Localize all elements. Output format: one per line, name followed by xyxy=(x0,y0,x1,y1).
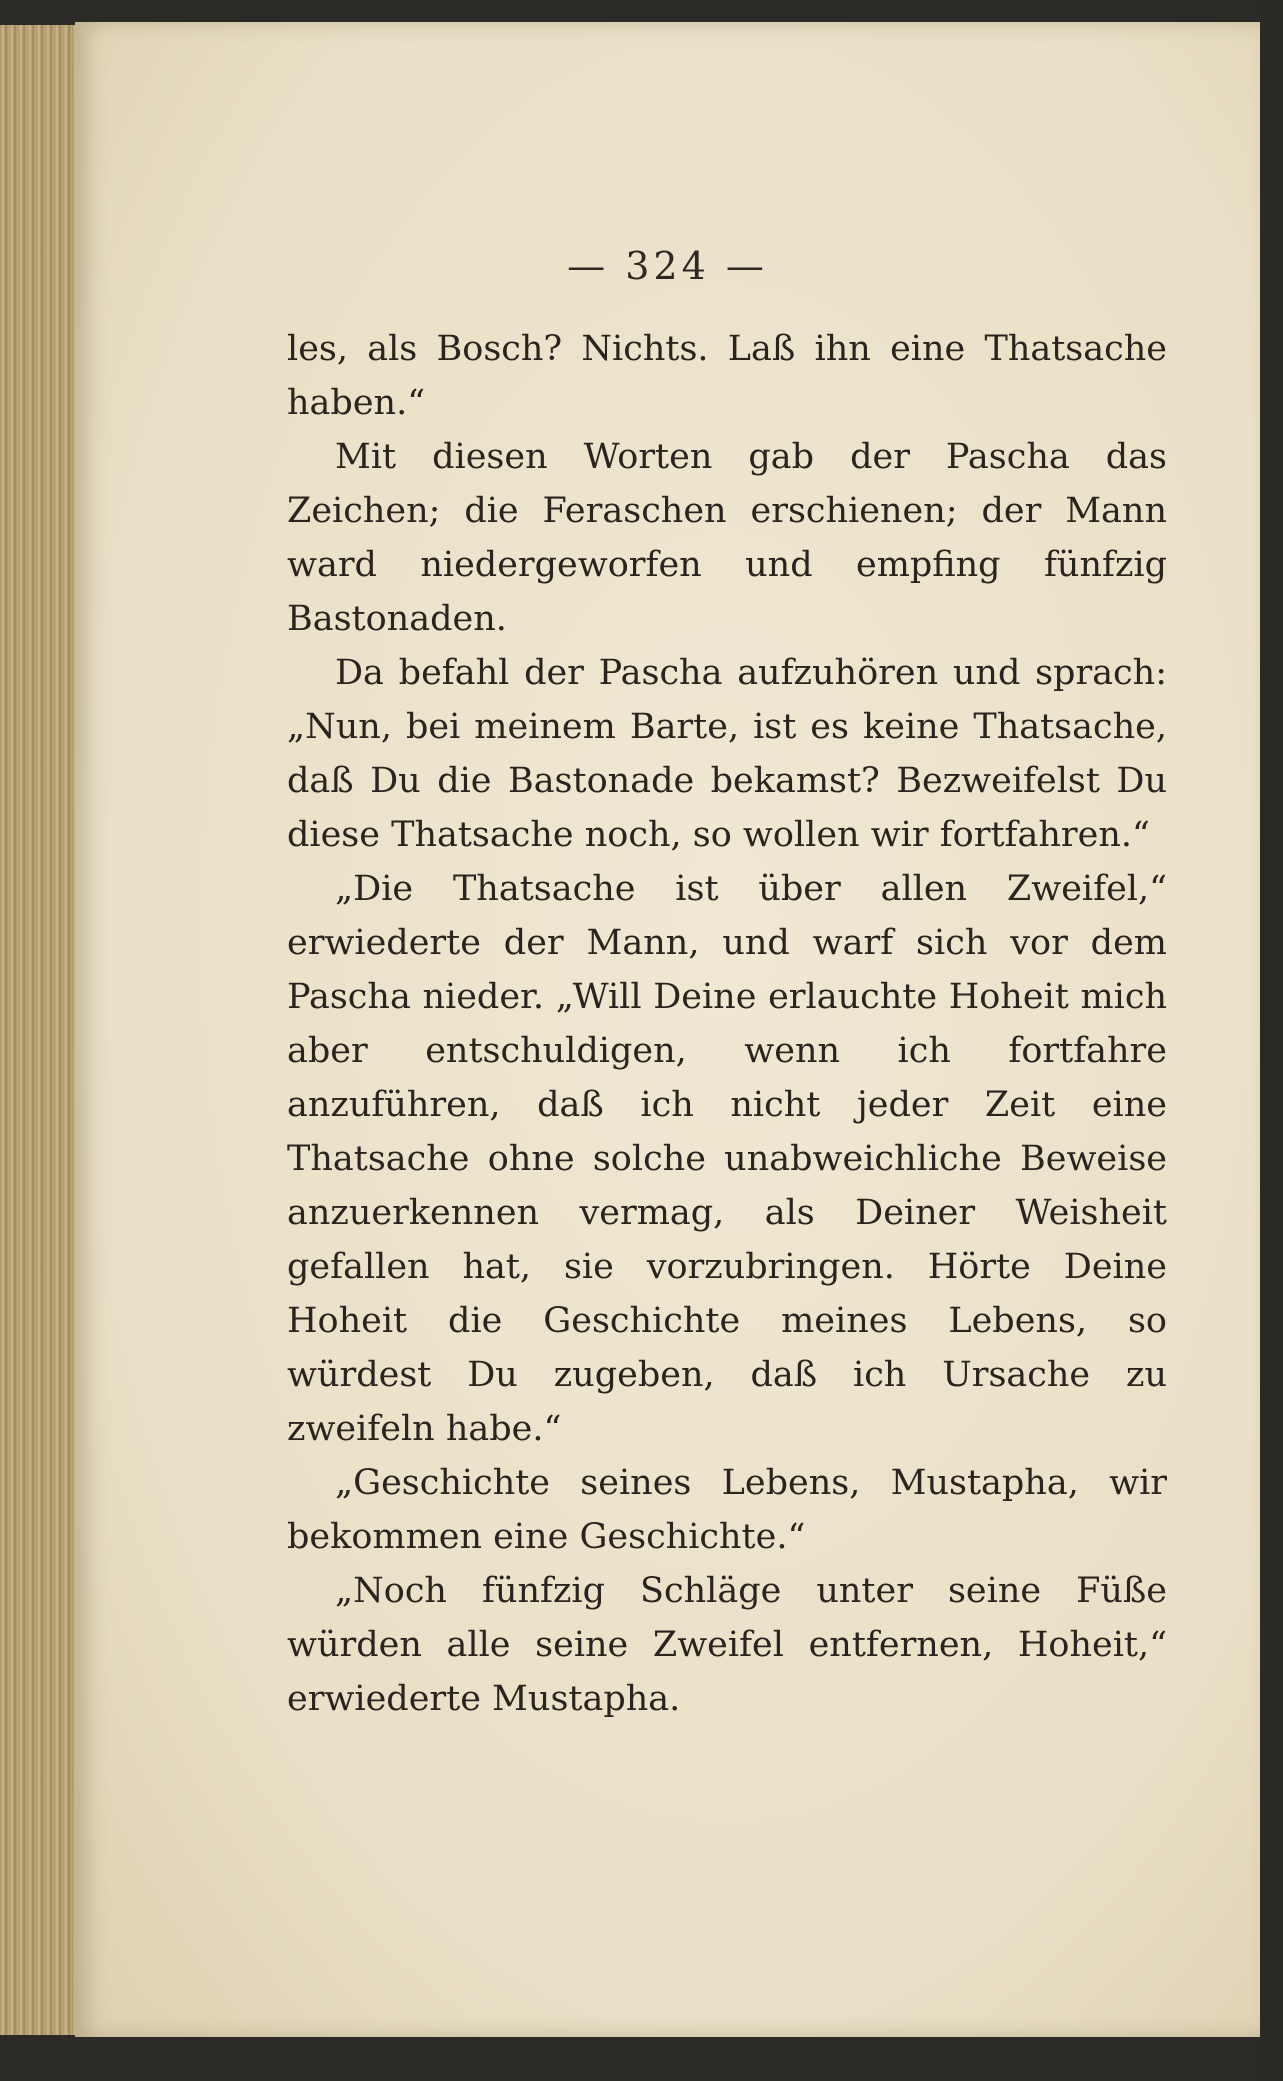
paragraph-6: „Noch fünfzig Schläge unter seine Füße würden alle seine Zweifel entfernen, Hoheit,“ erwiederte Mustapha. xyxy=(287,1571,1167,1719)
page-number: — 324 — xyxy=(567,244,768,288)
paragraph-1: les, als Bosch? Nichts. Laß ihn eine Thatsache haben.“ xyxy=(287,329,1167,423)
book-page xyxy=(75,22,1260,2037)
paragraph-3: Da befahl der Pascha aufzuhören und sprach: „Nun, bei meinem Barte, ist es keine Thatsache, daß Du die Bastonade bekamst? Bezweifelst Du diese Thatsache noch, so wollen wir fortfahren.“ xyxy=(287,653,1167,855)
paragraph-4: „Die Thatsache ist über allen Zweifel,“ erwiederte der Mann, und warf sich vor dem Pascha nieder. „Will Deine erlauchte Hoheit mich aber entschuldigen, wenn ich fortfahre anzuführen, daß ich nicht jeder Zeit eine Thatsache ohne solche unabweichliche Beweise anzuerkennen vermag, als Deiner Weisheit gefallen hat, sie vorzubringen. Hörte Deine Hoheit die Geschichte meines Lebens, so würdest Du zugeben, daß ich Ursache zu zweifeln habe.“ xyxy=(287,869,1167,1449)
paragraph-2: Mit diesen Worten gab der Pascha das Zeichen; die Feraschen erschienen; der Mann ward niedergeworfen und empfing fünfzig Bastonaden. xyxy=(287,437,1167,639)
body-text xyxy=(287,322,1167,1726)
paragraph-5: „Geschichte seines Lebens, Mustapha, wir bekommen eine Geschichte.“ xyxy=(287,1463,1167,1557)
book-page-edges xyxy=(0,25,77,2035)
scan-background-edge xyxy=(1260,0,1283,2081)
